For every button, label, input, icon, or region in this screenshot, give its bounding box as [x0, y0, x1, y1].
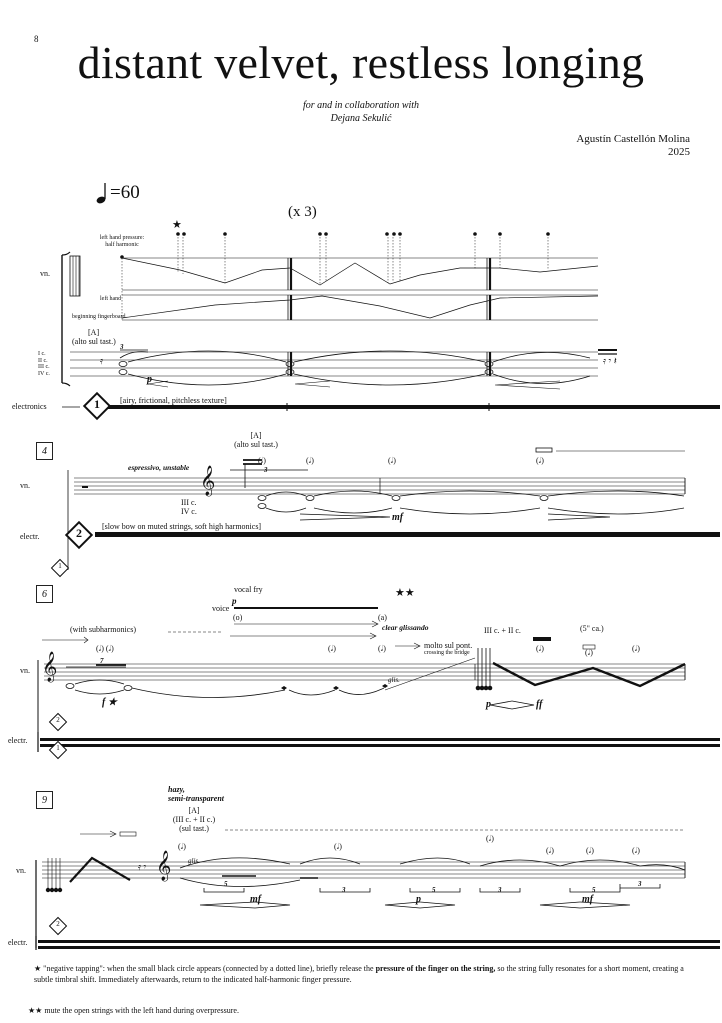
dedication-line-2: Dejana Sekulić — [330, 113, 392, 124]
expression-mark: espressivo, unstable — [128, 463, 190, 472]
string-4: IV c. — [181, 507, 197, 516]
dynamic-p: p — [147, 374, 152, 385]
strings-label: (III c. + II c.) — [172, 815, 216, 824]
footnote-1-text-a: "negative tapping": when the small black circle appears (connected by a dotted line), briefly release the — [41, 964, 376, 973]
crossing-label: crossing the bridge — [424, 650, 470, 656]
strings-label: III c. + II c. — [484, 626, 521, 635]
harmonic-note: (𝅗𝅥) — [536, 644, 544, 653]
gliss-label: glis. — [188, 857, 200, 865]
string-3: III c. — [181, 498, 197, 507]
timing-label: (5" ca.) — [580, 624, 604, 633]
harmonic-note: (𝅗𝅥) — [632, 846, 640, 855]
harmonic-note-3: (𝅗𝅥) — [388, 456, 396, 465]
tuplet-number: 7 — [100, 657, 104, 665]
glissando-label: clear glissando — [382, 623, 429, 632]
cue-prev: 1 — [56, 744, 60, 752]
harmonic-note: (𝅗𝅥) — [328, 644, 336, 653]
cue-text: [slow bow on muted strings, soft high harmonics] — [102, 522, 262, 531]
harmonic-note: (𝅗𝅥) — [334, 842, 342, 851]
pressure-label-2: half harmonic — [105, 242, 139, 248]
rest-symbol-end: 𝄿 𝄾 𝄽 — [603, 356, 617, 367]
technique-label: (sul tast.) — [179, 824, 209, 833]
bar-number: 4 — [36, 442, 53, 460]
harmonic-note: (𝅗𝅥) — [378, 644, 386, 653]
section-label: [A] — [250, 431, 262, 440]
expression-line-1: hazy, — [168, 785, 185, 794]
string-2: II c. — [38, 357, 48, 364]
treble-clef-icon: 𝄞 — [42, 652, 58, 681]
tuplet-number: 3 — [120, 343, 124, 351]
cue-number: 2 — [76, 526, 82, 540]
voice-label: voice — [212, 604, 230, 613]
section-label: [A] — [188, 806, 200, 815]
page-number: 8 — [34, 34, 39, 44]
rest-symbol: 𝄿 — [100, 356, 104, 367]
dynamic-ff: ff — [536, 699, 543, 710]
electronics-label: electr. — [20, 532, 40, 541]
cue-text: [airy, frictional, pitchless texture] — [120, 396, 227, 405]
footnote-1-text-bold: pressure of the finger on the string, — [375, 964, 496, 973]
section-block — [166, 806, 222, 833]
left-hand-label: left hand — [100, 296, 122, 302]
repeat-count: (x 3) — [288, 204, 317, 220]
treble-clef-icon: 𝄞 — [156, 851, 172, 880]
tuplet-3: 3 — [638, 880, 642, 888]
cue-number: 2 — [56, 716, 60, 724]
cue-number: 2 — [56, 920, 60, 928]
harmonic-note: (𝅗𝅥) (𝅗𝅥) — [96, 644, 114, 653]
footnote-1-text-c: so the string fully resonates for a short moment, creating a subtle timbral shift. Immediately afterwaards, return to the indicated half-harmonic finger pressure. — [34, 964, 684, 984]
expression-line-2: semi-transparent — [168, 794, 225, 803]
footnote-1-symbol: ★ — [34, 964, 42, 973]
tuplet-3: 3 — [342, 886, 346, 894]
gliss-label: glis. — [388, 676, 400, 684]
dynamic-p: p — [486, 699, 491, 710]
tuplet-5: 5 — [432, 886, 436, 894]
pressure-label — [96, 235, 148, 249]
dedication-line-1: for and in collaboration with — [302, 100, 420, 111]
piece-title: distant velvet, restless longing — [77, 37, 645, 88]
voice-to: (a) — [378, 613, 387, 622]
footnote-2 — [28, 1005, 688, 1016]
harmonic-note: (𝅗𝅥) — [486, 834, 494, 843]
treble-clef-icon: 𝄞 — [200, 466, 216, 495]
composer-year: 2025 — [668, 146, 690, 158]
fingerboard-label: beginning fingerboard — [72, 314, 126, 320]
tuplet-number: 3 — [264, 466, 268, 474]
dynamic-mf: mf — [582, 894, 594, 905]
subharmonics-label: (with subharmonics) — [70, 625, 136, 634]
vocal-fry-label: vocal fry — [234, 585, 263, 594]
footnote-2-text: mute the open strings with the left hand during overpressure. — [42, 1006, 239, 1015]
instrument-label: vn. — [40, 269, 50, 278]
string-4: IV c. — [38, 370, 50, 377]
instrument-label: vn. — [20, 481, 30, 490]
section-block — [232, 431, 280, 449]
harmonic-note: (𝅗𝅥) — [178, 842, 186, 851]
tempo-value: =60 — [110, 182, 140, 203]
harmonic-note-4: (𝅗𝅥) — [536, 456, 544, 465]
string-labels — [181, 498, 197, 516]
tuplet-5: 5 — [224, 880, 228, 888]
footnote-1 — [34, 963, 694, 985]
bar-number: 9 — [36, 791, 53, 809]
expression-mark — [168, 785, 224, 803]
string-3: III c. — [38, 364, 50, 370]
star-marker: ★ — [172, 219, 182, 231]
technique-label: (alto sul tast.) — [234, 440, 278, 449]
instrument-label: vn. — [16, 866, 26, 875]
string-1: I c. — [38, 351, 46, 357]
footnote-2-symbol: ★★ — [28, 1006, 43, 1015]
tuplet-3: 3 — [498, 886, 502, 894]
technique-label: (alto sul tast.) — [72, 337, 116, 346]
section-label: [A] — [88, 328, 100, 337]
voice-dynamic: p — [232, 596, 237, 606]
harmonic-note: (𝅗𝅥) — [585, 648, 593, 657]
electronics-label: electronics — [12, 402, 47, 411]
harmonic-note: (𝅗𝅥) — [632, 644, 640, 653]
bar-number: 6 — [36, 585, 53, 603]
harmonic-note-1: (𝅗𝅥) — [258, 456, 266, 465]
dynamic-mf: mf — [392, 512, 404, 523]
rest-symbol: 𝄿 𝄾 — [138, 862, 147, 873]
electronics-label: electr. — [8, 736, 28, 745]
electronics-label: electr. — [8, 938, 28, 947]
dynamic-p: p — [416, 894, 421, 905]
cue-number: 1 — [94, 397, 100, 411]
voice-from: (o) — [233, 613, 243, 622]
composer-name: Agustín Castellón Molina — [576, 133, 690, 145]
pressure-label-1: left hand pressure: — [99, 235, 145, 241]
tuplet-5: 5 — [592, 886, 596, 894]
dynamic-mf: mf — [250, 894, 262, 905]
instrument-label: vn. — [20, 666, 30, 675]
harmonic-note: (𝅗𝅥) — [586, 846, 594, 855]
harmonic-note: (𝅗𝅥) — [546, 846, 554, 855]
double-star-marker: ★★ — [395, 587, 415, 599]
sul-pont-label: molto sul pont. — [424, 641, 473, 650]
string-labels — [38, 351, 50, 377]
cue-prev: 1 — [58, 562, 62, 570]
dynamic-f: f ★ — [102, 697, 117, 708]
harmonic-note-2: (𝅗𝅥) — [306, 456, 314, 465]
